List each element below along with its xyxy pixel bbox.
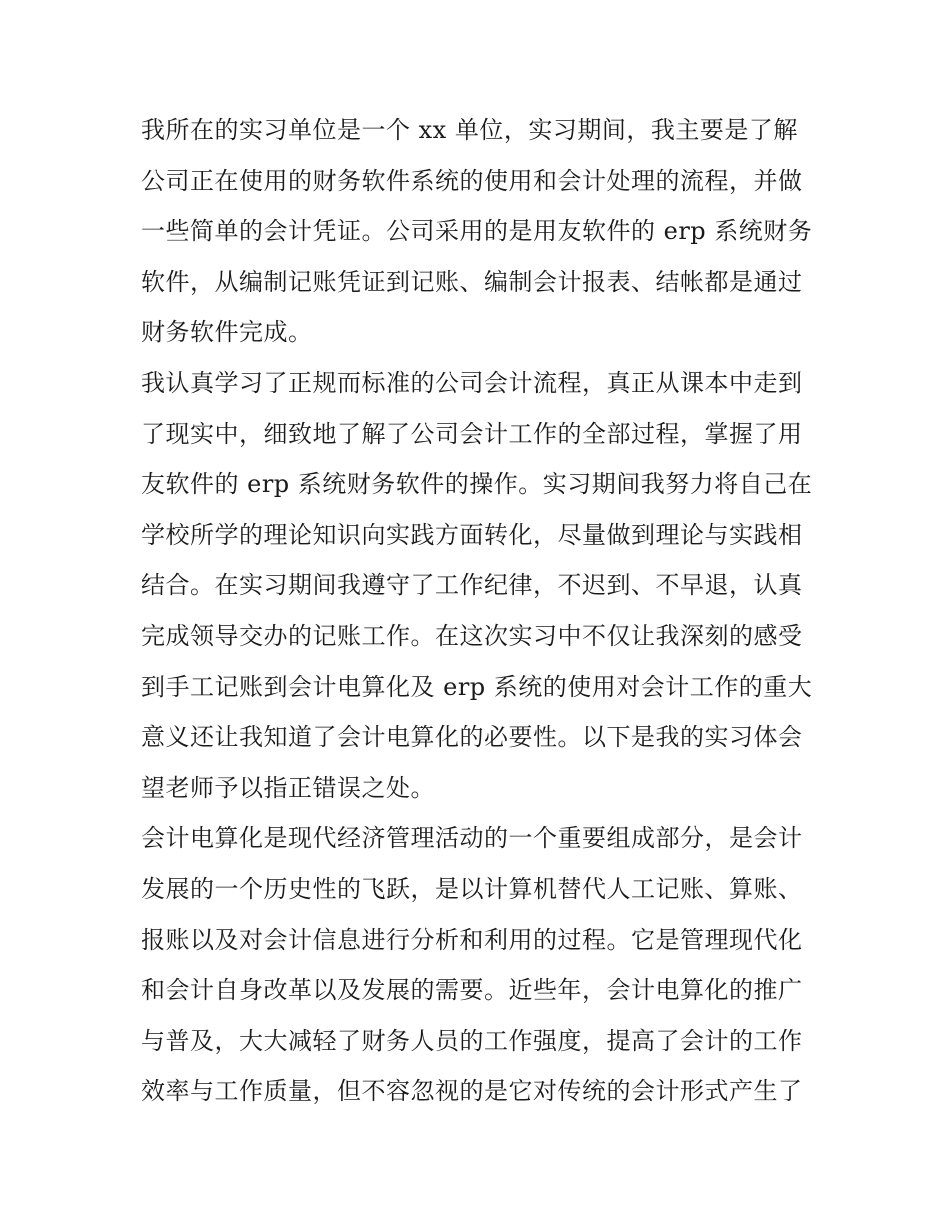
- text-line: 一些简单的会计凭证。公司采用的是用友软件的 erp 系统财务: [141, 217, 813, 246]
- text-line: 与普及，大大减轻了财务人员的工作强度，提高了会计的工作: [141, 1026, 803, 1055]
- text-line: 了现实中，细致地了解了公司会计工作的全部过程，掌握了用: [141, 419, 803, 448]
- paragraph-accounting-computerization: [141, 813, 811, 1117]
- text-line: 结合。在实习期间我遵守了工作纪律，不迟到、不早退，认真: [141, 571, 803, 600]
- text-line: 望老师予以指正错误之处。: [141, 773, 435, 802]
- document-body: [141, 105, 811, 1117]
- text-line: 我认真学习了正规而标准的公司会计流程，真正从课本中走到: [141, 368, 803, 397]
- text-line: 报账以及对会计信息进行分析和利用的过程。它是管理现代化: [141, 925, 803, 954]
- paragraph-internship-unit: [141, 105, 811, 358]
- text-line: 学校所学的理论知识向实践方面转化，尽量做到理论与实践相: [141, 520, 803, 549]
- text-line: 会计电算化是现代经济管理活动的一个重要组成部分，是会计: [141, 824, 803, 853]
- text-line: 和会计自身改革以及发展的需要。近些年，会计电算化的推广: [141, 976, 803, 1005]
- text-line: 软件，从编制记账凭证到记账、编制会计报表、结帐都是通过: [141, 267, 803, 296]
- paragraph-learning-process: [141, 358, 811, 813]
- text-line: 公司正在使用的财务软件系统的使用和会计处理的流程，并做: [141, 166, 803, 195]
- text-line: 财务软件完成。: [141, 318, 313, 347]
- text-line: 到手工记账到会计电算化及 erp 系统的使用对会计工作的重大: [141, 672, 813, 701]
- text-line: 我所在的实习单位是一个 xx 单位，实习期间，我主要是了解: [141, 116, 798, 144]
- text-line: 完成领导交办的记账工作。在这次实习中不仅让我深刻的感受: [141, 621, 803, 650]
- text-line: 友软件的 erp 系统财务软件的操作。实习期间我努力将自己在: [141, 470, 813, 499]
- text-line: 意义还让我知道了会计电算化的必要性。以下是我的实习体会: [141, 723, 803, 752]
- text-line: 发展的一个历史性的飞跃，是以计算机替代人工记账、算账、: [141, 874, 803, 903]
- text-line: 效率与工作质量，但不容忽视的是它对传统的会计形式产生了: [141, 1077, 803, 1106]
